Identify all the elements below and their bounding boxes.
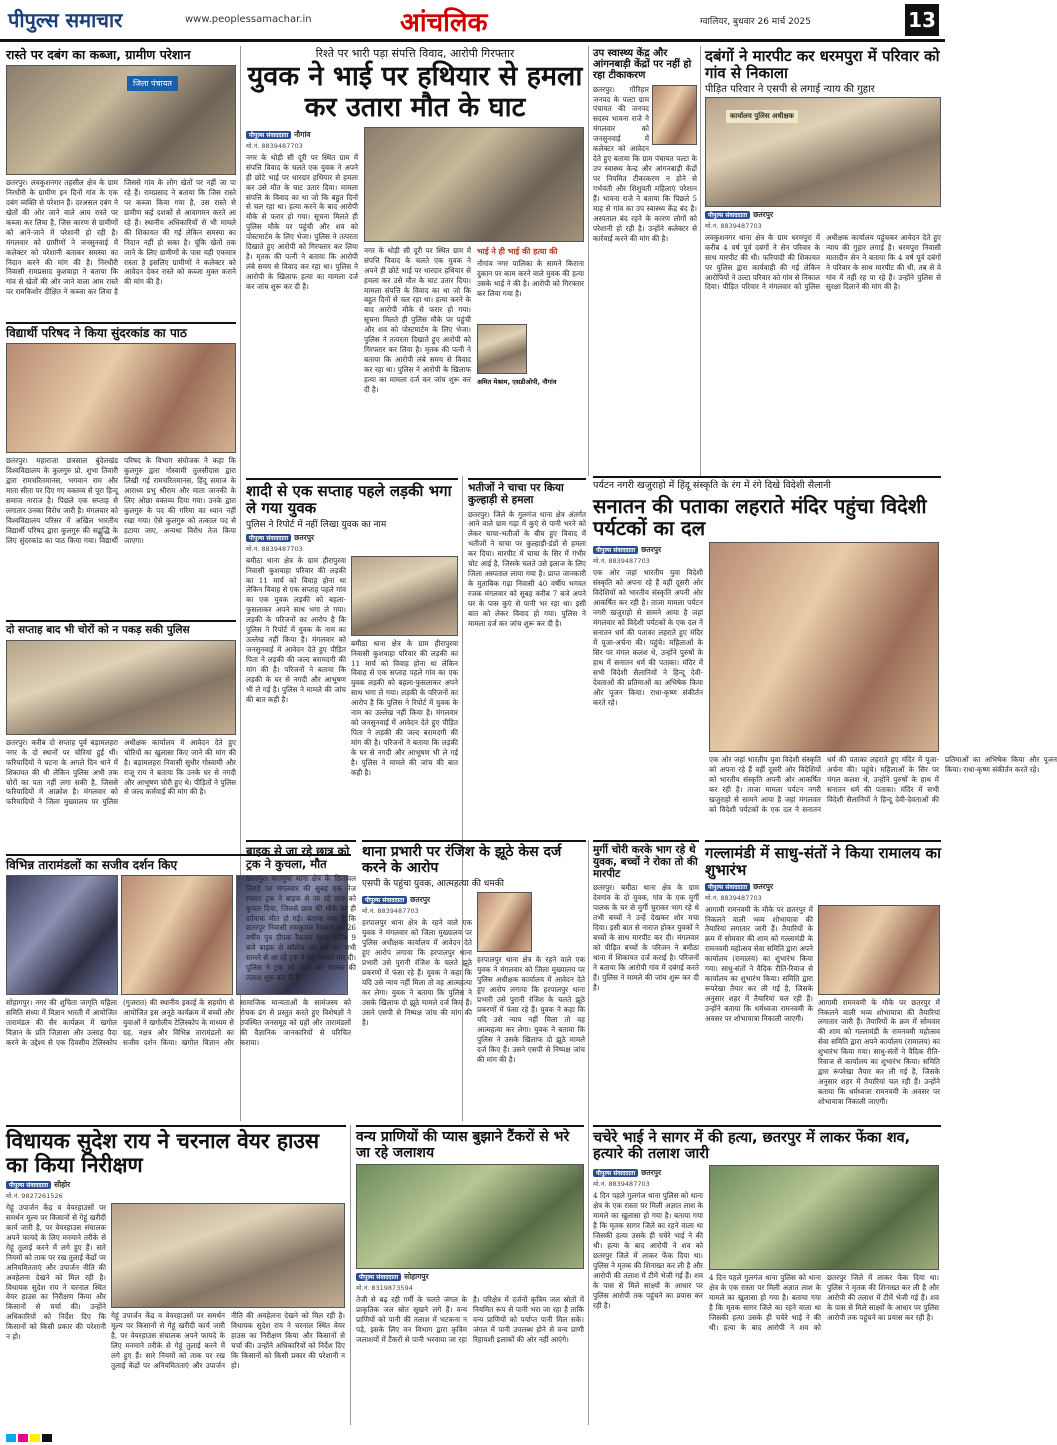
headline: मुर्गी चोरी करके भाग रहे थे युवक, बच्चों ने रोका तो की मारपीट: [593, 844, 698, 880]
story-photo: [356, 1164, 584, 1269]
mobile-number: मो.नं. 8839487703: [362, 907, 419, 916]
brand-logo: पीपुल्स समाचार: [8, 8, 123, 32]
reporter: पीपुल्स संवाददाता: [246, 131, 291, 139]
story-eloped-bride: [246, 478, 458, 838]
place: छतरपुर: [641, 545, 662, 555]
story-body-continued: आगामी रामनवमी के मौके पर छतरपुर में निकलने वाली भव्य शोभायात्रा की तैयारियां लगातार जारी हैं। तैयारियों के क्रम में सोमवार की शाम को गल्लामंडी के रामनवमी महोत्सव सेवा समिति द्वारा अपने कार्यालय (रामालय) का शुभारंभ किया गया। साधु-संतों ने वैदिक रीति-रिवाज से कार्यालय का शुभारंभ किया। समिति द्वारा रूपरेखा तैयार कर ली गई है, जिसके अनुसार शहर में तैयारियां चल रही हैं। उन्होंने बताया कि धर्मध्वजा रामनवमी के अवसर पर शोभायात्रा निकाली जाएगी।: [818, 997, 940, 1106]
masthead: [0, 0, 945, 42]
reporter: पीपुल्स संवाददाता: [705, 883, 750, 891]
byline: [705, 210, 941, 220]
story-photo: [652, 85, 697, 145]
story-body: छतरपुर। मातगुवां थाना क्षेत्र के छितावल तिराहे पर मंगलवार की सुबह एक तेज रफ्तार ट्रक ने बाइक से जा रहे छात्र को कुचल दिया, जिससे छात्र की मौके पर ही दर्दनाक मौत हो गई। बताया गया है कि छतरपुर निवासी रामकुमार रैकवार का 26 वर्षीय पुत्र दीपक रैकवार सुबह करीब 9 बजे बाइक से कॉलेज जा रहा था, तभी सामने से आ रहे ट्रक ने उसे टक्कर मार दी। पुलिस ने ट्रक को जब्त कर चालक की तलाश शुरू कर दी है।: [246, 873, 356, 983]
office-sign: कार्यालय पुलिस अधीक्षक: [726, 110, 798, 123]
reporter: पीपुल्स संवाददाता: [246, 534, 291, 542]
story-body: हरपालपुर थाना क्षेत्र के रहने वाले एक युवक ने मंगलवार को जिला मुख्यालय पर पुलिस अधीक्षक कार्यालय में आवेदन देते हुए आरोप लगाया कि हरपालपुर थाना प्रभारी उसे पुरानी रंजिश के चलते झूठे प्रकरणों में फंसा रहे हैं। युवक ने कहा कि यदि उसे न्याय नहीं मिला तो वह आत्महत्या कर लेगा। युवक ने बताया कि पुलिस ने उसके खिलाफ दो झूठे मामले दर्ज किए हैं। उसने एसपी से निष्पक्ष जांच की मांग की है।: [362, 918, 472, 1027]
story-brother-murder: [246, 48, 584, 473]
mobile-number: मो.नं. 8839487703: [593, 557, 650, 566]
place: सीहोर: [54, 1180, 71, 1190]
place: नौगांव: [294, 129, 311, 139]
story-body: छतरपुर। महाराजा छत्रसाल बुंदेलखंड विश्वविद्यालय के कुलगुरु प्रो. शुभा तिवारी द्वारा रामचरितमानस, भगवान राम और माता सीता पर दिए गए वक्तव्य से पूरा हिन्दू समाज नाराज है। पिछले एक सप्ताह से लगातार उनका विरोध जारी है। मंगलवार को विश्वविद्यालय परिसर में अखिल भारतीय विद्यार्थी परिषद द्वारा कुलगुरु की सद्बुद्धि के लिए सुंदरकांड का पाठ किया गया। विद्यार्थी परिषद के विभाग संयोजक ने कहा कि कुलगुरु द्वारा गोस्वामी तुलसीदास द्वारा लिखी गई रामचरितमानस, हिंदू समाज के आराध्य प्रभु श्रीराम और माता जानकी के लिए ओछा वक्तव्य दिया गया। उनके द्वारा कुलगुरु के पद की गरिमा का ध्यान नहीं रखा गया। ऐसे कुलगुरु को तत्काल पद से हटाया जाए, अन्यथा विरोध तेज किया जाएगा।: [6, 456, 236, 545]
story-body: बमीठा थाना क्षेत्र के ग्राम हीरापुरवा निवासी कुशवाहा परिवार की लड़की का 11 मार्च को विवाह होना था लेकिन विवाह से एक सप्ताह पहले गांव का एक युवक लड़की को बहला-फुसलाकर अपने साथ भगा ले गया। लड़की के परिजनों का आरोप है कि पुलिस ने रिपोर्ट में युवक के नाम का उल्लेख नहीं किया है। मंगलवार को जनसुनवाई में आवेदन देते हुए पीड़ित पिता ने लड़की की जल्द बरामदगी की मांग की है। परिजनों ने बताया कि लड़की के घर से नगदी और आभूषण भी ले गई है। पुलिस ने मामले की जांच की बात कही है।: [246, 555, 346, 704]
headline: शादी से एक सप्ताह पहले लड़की भगा ले गया युवक: [246, 482, 452, 517]
byline: [593, 1168, 703, 1178]
headline: थाना प्रभारी पर रंजिश के झूठे केस दर्ज करने के आरोप: [362, 844, 562, 876]
headline: सनातन की पताका लहराते मंदिर पहुंचा विदेशी पर्यटकों का दल: [593, 493, 927, 541]
headline: भतीजों ने चाचा पर किया कुल्हाड़ी से हमला: [468, 482, 564, 506]
reporter: पीपुल्स संवाददाता: [705, 211, 750, 219]
subhead: भाई ने ही भाई की हत्या की: [477, 246, 558, 256]
place: छतरपुर: [641, 1168, 662, 1178]
headline: युवक ने भाई पर हथियार से हमला कर उतारा मौत के घाट: [247, 61, 583, 123]
story-photo: [364, 127, 584, 242]
story-body: 4 दिन पहले गुलगंज थाना पुलिस को थाना क्षेत्र के एक रास्ता पर मिली अज्ञात लाश के मामले का खुलासा हो गया है। बताया गया है कि मृतक सागर जिले का रहने वाला था जिसकी हत्या उसके ही चचेरे भाई ने की थी। हत्या के बाद आरोपी ने शव को छतरपुर जिले में लाकर फेंक दिया था। पुलिस ने मृतक की शिनाख्त कर ली है और आरोपी की तलाश में टीमें भेजी गई हैं। शव के पास से मिले साक्ष्यों के आधार पर पुलिस आरोपी तक पहुंचने का प्रयास कर रही है।: [593, 1191, 703, 1310]
deck: पीड़ित परिवार ने एसपी से लगाई न्याय की गुहार: [705, 83, 875, 95]
story-police-complaint: [362, 840, 586, 1120]
registration-marks: [0, 1432, 945, 1445]
story-axe-attack: [468, 478, 586, 838]
deck: एसपी के पहुंचा युवक, आत्महत्या की धमकी: [362, 879, 504, 890]
story-chicken-theft: [593, 840, 699, 1120]
story-body: सोहागपुर। नगर की शुचिता जागृति महिला समिति संध्या में विज्ञान भारती में आयोजित तारामंडल की सैर कार्यक्रम में खगोल विज्ञान के प्रति जिज्ञासा और उत्साह पैदा करने के उद्देश्य से एक दिवसीय टेलिस्कोप (गुजरात) की स्थानीय इकाई के सहयोग से आयोजित इस अनूठे कार्यक्रम में बच्चों और युवाओं ने खगोलीय टेलिस्कोप के माध्यम से ग्रह, नक्षत्र और विभिन्न तारामंडलों का सजीव दर्शन किया। खगोल विज्ञान और सामाजिक मान्यताओं के सामंजस्य को रोचक ढंग से प्रस्तुत करते हुए विशेषज्ञों ने उपस्थित जनसमूह को ग्रहों और तारामंडलों की वैज्ञानिक जानकारियों से परिचित कराया।: [6, 998, 351, 1048]
story-truck-accident: [246, 840, 356, 1120]
mobile-number: मो.नं. 8839487703: [246, 544, 303, 553]
story-body: नगर के थोड़ी सी दूरी पर स्थित ग्राम में संपत्ति विवाद के चलते एक युवक ने अपने ही छोटे भाई पर धारदार हथियार से हमला कर उसे मौत के घाट उतार दिया। मामला संपत्ति के विवाद का था जो कि बहुत दिनों से चल रहा था। हत्या करने के बाद आरोपी मौके से फरार हो गया। सूचना मिलते ही पुलिस मौके पर पहुंची और शव को पोस्टमार्टम के लिए भेजा। पुलिस ने तत्परता दिखाते हुए आरोपी को गिरफ्तार कर लिया है। मृतक की पत्नी ने बताया कि आरोपी लंबे समय से विवाद कर रहा था। पुलिस ने आरोपी के खिलाफ हत्या का मामला दर्ज कर जांच शुरू कर दी है।: [246, 152, 358, 291]
headline: दो सप्ताह बाद भी चोरों को न पकड़ सकी पुलिस: [6, 624, 190, 636]
mobile-number: मो.नं. 8839487703: [593, 1180, 650, 1189]
site-url[interactable]: www.peoplessamachar.in: [185, 14, 312, 25]
deck: पुलिस ने रिपोर्ट में नहीं लिखा युवक का नाम: [246, 519, 387, 530]
story-warehouse-inspection: [6, 1125, 346, 1430]
story-body: छतरपुर। गौरिहार जनपद के पल्टा ग्राम पंचायत की जनपद सदस्य भावना राजे ने मंगलवार को जनसुनवाई में कलेक्टर को आवेदन देते हुए बताया कि ग्राम पंचायत पल्टा के उप स्वास्थ्य केन्द्र और आंगनबाड़ी केंद्रों पर नियमित टीकाकरण न होने से गर्भवती और शिशुवती महिलाएं परेशान हैं। भावना राजे ने बताया कि पिछले 5 माह से गांव का उप स्वास्थ्य केंद्र बंद है। अस्पताल बंद रहने के कारण लोगों को परेशानी हो रही है। उन्होंने कलेक्टर से कार्रवाई करने की मांग की है।: [593, 84, 697, 243]
reporter: पीपुल्स संवाददाता: [6, 1181, 51, 1189]
byline: [362, 895, 472, 905]
story-body-continued: बमीठा थाना क्षेत्र के ग्राम हीरापुरवा निवासी कुशवाहा परिवार की लड़की का 11 मार्च को विवाह होना था लेकिन विवाह से एक सप्ताह पहले गांव का एक युवक लड़की को बहला-फुसलाकर अपने साथ भगा ले गया। लड़की के परिजनों का आरोप है कि पुलिस ने रिपोर्ट में युवक के नाम का उल्लेख नहीं किया है। मंगलवार को जनसुनवाई में आवेदन देते हुए पीड़ित पिता ने लड़की की जल्द बरामदगी की मांग की है। परिजनों ने बताया कि लड़की के घर से नगदी और आभूषण भी ले गई है। पुलिस ने मामले की जांच की बात कही है।: [351, 638, 458, 777]
byline: [6, 1180, 346, 1190]
story-photo: [709, 542, 939, 752]
story-dharampura: [705, 48, 941, 473]
story-photo: [818, 905, 940, 995]
mobile-number: मो.नं. 8839487703: [705, 221, 762, 230]
section-title: आंचलिक: [400, 8, 488, 38]
page-number: 13: [905, 4, 939, 36]
quote-attribution: अमित मेश्राम, एसडीओपी, नौगांव: [477, 377, 557, 386]
official-photo: [477, 324, 527, 374]
story-body: एक ओर जहां भारतीय युवा विदेशी संस्कृति को अपना रहे हैं वहीं दूसरी ओर विदेशियों को भारतीय संस्कृति अपनी ओर आकर्षित कर रही है। ताजा मामला पर्यटन नगरी खजुराहो से सामने आया है जहां मंगलवार को विदेशी पर्यटकों के एक दल ने सनातन धर्म की पताका लहराते हुए मंदिर में पूजा-अर्चना की। पहुंचे। महिलाओं के सिर पर मंगल कलश थे, उन्होंने पुरुषों के हाथ में सनातन धर्म की पताका। मंदिर में सभी विदेशी सैलानियों ने हिन्दू देवी-देवताओं की प्रतिमाओं का अभिषेक किया और पूजन किया। राधा-कृष्ण संकीर्तन करते रहे।: [593, 568, 703, 707]
place: सोहागपुर: [404, 1272, 429, 1282]
story-theft: [6, 620, 236, 850]
place: छतरपुर: [294, 532, 315, 542]
headline: उप स्वास्थ्य केंद्र और आंगनबाड़ी केंद्रों पर नहीं हो रहा टीकाकरण: [593, 48, 692, 82]
headline: दबंगों ने मारपीट कर धरमपुरा में परिवार को गांव से निकाला: [705, 47, 940, 82]
headline: बाइक से जा रहे छात्र को ट्रक ने कुचला, मौत: [246, 844, 350, 871]
story-photo: [111, 1203, 345, 1308]
story-photo: [6, 65, 236, 175]
headline: रास्ते पर दबंग का कब्जा, ग्रामीण परेशान: [6, 47, 191, 62]
story-photo: [709, 1165, 939, 1270]
headline: विभिन्न तारामंडलों का सजीव दर्शन किए: [6, 858, 178, 872]
dateline: ग्वालियर, बुधवार 26 मार्च 2025: [700, 17, 811, 27]
headline: चचेरे भाई ने सागर में की हत्या, छतरपुर में लाकर फेंका शव, हत्यारे की तलाश जारी: [593, 1130, 911, 1163]
mobile-number: मो.नं. 9827261526: [6, 1192, 63, 1201]
place: छतरपुर: [753, 881, 774, 891]
story-body: छतरपुर। करीब दो सप्ताह पूर्व बड़ामलहरा नगर के दो स्थानों पर चोरियां हुईं थीं। फरियादियों ने घटना के अगले दिन थाने में शिकायत की थी लेकिन पुलिस अभी तक चोरों का पता नहीं लगा सकी है, जिससे फरियादियों में आक्रोश है। मंगलवार को फरियादियों ने जिला मुख्यालय पर पुलिस अधीक्षक कार्यालय में आवेदन देते हुए चोरियों का खुलासा किए जाने की मांग की है। बड़ामलहरा निवासी सुधीर गोस्वामी और राजू राय ने बताया कि उनके घर से नगदी और आभूषण चोरी हुए थे। पीड़ितों ने पुलिस से जल्द कार्रवाई की मांग की है।: [6, 737, 236, 807]
story-ramalay: [705, 840, 941, 1120]
headline: गल्लामंडी में साधु-संतों ने किया रामालय का शुभारंभ: [705, 844, 941, 879]
story-khajuraho-tourists: [593, 476, 1057, 838]
byline: [356, 1272, 584, 1282]
reporter: पीपुल्स संवाददाता: [593, 1169, 638, 1177]
story-photo: [351, 556, 458, 636]
kicker: रिश्ते पर भारी पड़ा संपत्ति विवाद, आरोपी गिरफ्तार: [315, 47, 515, 60]
story-photo: [6, 343, 236, 453]
story-body: गेहूं उपार्जन केंद्र व वेयरहाउसों पर समर्थन मूल्य पर किसानों से गेहूं खरीदी कार्य जारी है, पर वेयरहाउस संचालक अपने फायदे के लिए मनमाने तरीके से गेहूं तुलाई करने में लगे हुए हैं। सारे नियमों को ताक पर रख तुलाई केंद्रों पर अनियमितताएं और उपार्जन नीति की अवहेलना देखने को मिल रही है। विधायक सुदेश राय ने चरनाल स्थित वेयर हाउस का निरीक्षण किया और किसानों से चर्चा की। उन्होंने अधिकारियों को निर्देश दिए कि किसानों को किसी प्रकार की परेशानी न हो।: [6, 1203, 106, 1342]
story-photo: [705, 97, 941, 207]
byline: [593, 545, 703, 555]
kicker: पर्यटन नगरी खजुराहो में हिंदू संस्कृति के रंग में रंगे दिखे विदेशी सैलानी: [593, 480, 831, 491]
story-body: छतरपुर। जिले के गुलगंज थाना क्षेत्र अंतर्गत आने वाले ग्राम गढ़ा में कुएं से पानी भरने को लेकर चाचा-भतीजों के बीच हुए विवाद में भतीजों ने चाचा पर कुल्हाड़ी-डंडों से हमला कर दिया। मारपीट में चाचा के सिर में गंभीर चोट आई है, जिसके चलते उसे इलाज के लिए जिला अस्पताल लाया गया है। प्राप्त जानकारी के मुताबिक गढ़ा निवासी 40 वर्षीय भगवत रजक मंगलवार को सुबह करीब 7 बजे अपने घर के पास कुएं से पानी भर रहा था। इसी बात को लेकर विवाद हो गया। पुलिस ने मामला दर्ज कर जांच शुरू कर दी है।: [468, 509, 586, 628]
byline: [705, 882, 941, 892]
story-body-continued: एक ओर जहां भारतीय युवा विदेशी संस्कृति को अपना रहे हैं वहीं दूसरी ओर विदेशियों को भारतीय संस्कृति अपनी ओर आकर्षित कर रही है। ताजा मामला पर्यटन नगरी खजुराहो से सामने आया है जहां मंगलवार को विदेशी पर्यटकों के एक दल ने सनातन धर्म की पताका लहराते हुए मंदिर में पूजा-अर्चना की। पहुंचे। महिलाओं के सिर पर मंगल कलश थे, उन्होंने पुरुषों के हाथ में सनातन धर्म की पताका। मंदिर में सभी विदेशी सैलानियों ने हिन्दू देवी-देवताओं की प्रतिमाओं का अभिषेक किया और पूजन किया। राधा-कृष्ण संकीर्तन करते रहे।: [709, 755, 1057, 815]
reporter: पीपुल्स संवाददाता: [362, 896, 407, 904]
place: छतरपुर: [410, 895, 431, 905]
byline: [246, 130, 358, 140]
office-sign: जिला पंचायत: [127, 76, 178, 91]
story-vaccination: [593, 48, 697, 473]
headline: विधायक सुदेश राय ने चरनाल वेयर हाउस का किया निरीक्षण: [6, 1129, 320, 1177]
mobile-number: मो.नं. 8839487703: [705, 893, 762, 902]
reporter: पीपुल्स संवाददाता: [356, 1273, 401, 1281]
story-photo: [477, 892, 532, 952]
byline: [246, 533, 458, 543]
story-photo-1: [6, 875, 118, 995]
story-body-continued: नगर के थोड़ी सी दूरी पर स्थित ग्राम में संपत्ति विवाद के चलते एक युवक ने अपने ही छोटे भाई पर धारदार हथियार से हमला कर उसे मौत के घाट उतार दिया। मामला संपत्ति के विवाद का था जो कि बहुत दिनों से चल रहा था। हत्या करने के बाद आरोपी मौके से फरार हो गया। सूचना मिलते ही पुलिस मौके पर पहुंची और शव को पोस्टमार्टम के लिए भेजा। पुलिस ने तत्परता दिखाते हुए आरोपी को गिरफ्तार कर लिया है। मृतक की पत्नी ने बताया कि आरोपी लंबे समय से विवाद कर रहा था। पुलिस ने आरोपी के खिलाफ हत्या का मामला दर्ज कर जांच शुरू कर दी है।: [364, 245, 471, 394]
quote: नौगांव नगर पालिका के सामने किराना दुकान पर काम करने वाले युवक की हत्या उसके भाई ने की है। आरोपी को गिरफ्तार कर लिया गया है।: [477, 258, 584, 298]
headline: विद्यार्थी परिषद ने किया सुंदरकांड का पाठ: [6, 326, 187, 340]
story-wildlife-water: [356, 1125, 584, 1430]
story-road-encroachment: [6, 48, 236, 318]
headline: वन्य प्राणियों की प्यास बुझाने टैंकरों से भरे जा रहे जलाशय: [356, 1129, 570, 1161]
story-cousin-murder: [593, 1125, 941, 1430]
story-photo: [6, 640, 236, 735]
story-body: आगामी रामनवमी के मौके पर छतरपुर में निकलने वाली भव्य शोभायात्रा की तैयारियां लगातार जारी हैं। तैयारियों के क्रम में सोमवार की शाम को गल्लामंडी के रामनवमी महोत्सव सेवा समिति द्वारा अपने कार्यालय (रामालय) का शुभारंभ किया गया। साधु-संतों ने वैदिक रीति-रिवाज से कार्यालय का शुभारंभ किया। समिति द्वारा रूपरेखा तैयार कर ली गई है, जिसके अनुसार शहर में तैयारियां चल रही हैं। उन्होंने बताया कि धर्मध्वजा रामनवमी के अवसर पर शोभायात्रा निकाली जाएगी।: [705, 904, 813, 1023]
story-sundarkand: [6, 322, 236, 617]
story-photo-2: [121, 875, 233, 995]
story-body: तेजी से बढ़ रही गर्मी के चलते जंगल के प्राकृतिक जल स्रोत सूखने लगे हैं। वन्य प्राणियों को पानी की तलाश में भटकना न पड़े, इसके लिए वन विभाग द्वारा कृत्रिम जलाशयों में टैंकरों से पानी भरवाया जा रहा है। परिक्षेत्र में दर्जनों कृत्रिम जल स्रोतों में नियमित रूप से पानी भरा जा रहा है ताकि वन्य प्राणियों को पर्याप्त पानी मिल सके। जंगल में पानी उपलब्ध होने से वन्य प्राणी रिहायशी इलाकों की ओर नहीं आएंगे।: [356, 1295, 584, 1345]
mobile-number: मो.नं. 8319873594: [356, 1284, 413, 1293]
story-body-continued: गेहूं उपार्जन केंद्र व वेयरहाउसों पर समर्थन मूल्य पर किसानों से गेहूं खरीदी कार्य जारी है, पर वेयरहाउस संचालक अपने फायदे के लिए मनमाने तरीके से गेहूं तुलाई करने में लगे हुए हैं। सारे नियमों को ताक पर रख तुलाई केंद्रों पर अनियमितताएं और उपार्जन नीति की अवहेलना देखने को मिल रही है। विधायक सुदेश राय ने चरनाल स्थित वेयर हाउस का निरीक्षण किया और किसानों से चर्चा की। उन्होंने अधिकारियों को निर्देश दिए कि किसानों को किसी प्रकार की परेशानी न हो।: [111, 1311, 345, 1370]
story-body: छतरपुर। लवकुशनगर तहसील क्षेत्र के ग्राम निरधीरी के ग्रामीण इन दिनों गांव के एक दबंग व्यक्ति से परेशान हैं। दरअसल दबंग ने खेतों की ओर जाने वाले आम रास्ते पर कब्जा कर लिया है, जिस कारण से ग्रामीणों को आने-जाने में परेशानी हो रही है। मंगलवार को ग्रामीणों ने जनसुनवाई में कलेक्टर को परेशानी बताकर समस्या का निदान करने की मांग की है। निरधीरी निवासी रामप्रसाद कुशवाहा ने बताया कि गांव से खेतों की ओर जाने वाला आम रास्ते पर रामकिशोर दीक्षित ने कब्जा कर लिया है जिससे गांव के लोग खेतों पर नहीं जा पा रहे हैं। रामप्रसाद ने बताया कि जिस रास्ते पर कब्जा किया गया है, उस रास्ते से ग्रामीण कई दशकों से आवागमन करते आ रहे हैं। स्थानीय अधिकारियों से भी मामले की शिकायत की गई लेकिन समस्या का निदान नहीं हो सका है। चूंकि खेतों तक जाने के लिए ग्रामीणों के पास यही एकमात्र रास्ता है इसलिए ग्रामीणों ने कलेक्टर को आवेदन देकर रास्ते को कब्जा मुक्त कराने की मांग की है।: [6, 178, 236, 297]
place: छतरपुर: [753, 209, 774, 219]
story-body-continued: 4 दिन पहले गुलगंज थाना पुलिस को थाना क्षेत्र के एक रास्ता पर मिली अज्ञात लाश के मामले का खुलासा हो गया है। बताया गया है कि मृतक सागर जिले का रहने वाला था जिसकी हत्या उसके ही चचेरे भाई ने की थी। हत्या के बाद आरोपी ने शव को छतरपुर जिले में लाकर फेंक दिया था। पुलिस ने मृतक की शिनाख्त कर ली है और आरोपी की तलाश में टीमें भेजी गई हैं। शव के पास से मिले साक्ष्यों के आधार पर पुलिस आरोपी तक पहुंचने का प्रयास कर रही है।: [709, 1273, 939, 1333]
mobile-number: मो.नं. 8839487703: [246, 141, 303, 150]
reporter: पीपुल्स संवाददाता: [593, 546, 638, 554]
story-body: लवकुशनगर थाना क्षेत्र के ग्राम धरमपुरा में करीब 4 वर्ष पूर्व दबंगों ने सेन परिवार के साथ मारपीट की थी। फरियादी की शिकायत पर पुलिस द्वारा कार्यवाही की गई लेकिन आरोपियों ने उल्टा परिवार को गांव से निकाल दिया। पीड़ित परिवार ने मंगलवार को पुलिस अधीक्षक कार्यालय पहुंचकर आवेदन देते हुए न्याय की गुहार लगाई है। धरमपुरा निवासी मातादीन सेन ने बताया कि 4 वर्ष पूर्व दबंगों ने परिवार के साथ मारपीट की थी, तब से वे गांव में नहीं रह पा रहे हैं। उन्होंने पुलिस से सुरक्षा दिलाने की मांग की है।: [705, 232, 941, 292]
story-body: छतरपुर। बमीठा थाना क्षेत्र के ग्राम देवगांव के दो युवक, गांव के एक मुर्गी पालक के घर से मुर्गी चुराकर भाग रहे थे तभी बच्चों ने उन्हें देखकर शोर मचा दिया। इसी बात से नाराज होकर युवकों ने बच्चों के साथ मारपीट कर दी। मंगलवार को पीड़ित बच्चों के परिजन ने बमीठा थाना में शिकायत दर्ज कराई है। परिजनों ने बताया कि आरोपी गांव में दबंगई करते हैं। पुलिस ने मामले की जांच शुरू कर दी है।: [593, 883, 699, 992]
story-body-continued: हरपालपुर थाना क्षेत्र के रहने वाले एक युवक ने मंगलवार को जिला मुख्यालय पर पुलिस अधीक्षक कार्यालय में आवेदन देते हुए आरोप लगाया कि हरपालपुर थाना प्रभारी उसे पुरानी रंजिश के चलते झूठे प्रकरणों में फंसा रहे हैं। युवक ने कहा कि यदि उसे न्याय नहीं मिला तो वह आत्महत्या कर लेगा। युवक ने बताया कि पुलिस ने उसके खिलाफ दो झूठे मामले दर्ज किए हैं। उसने एसपी से निष्पक्ष जांच की मांग की है।: [477, 955, 585, 1064]
